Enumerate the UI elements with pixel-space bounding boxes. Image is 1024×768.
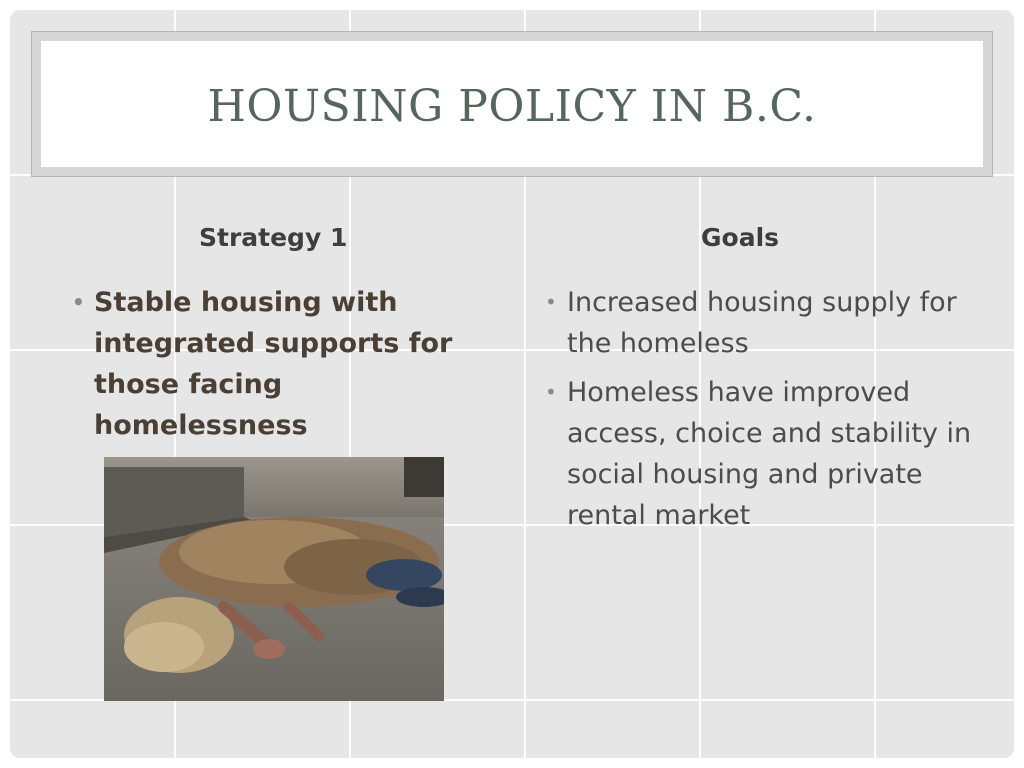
goals-bullet-list bbox=[543, 282, 988, 544]
goal-bullet-text: Increased housing supply for the homeless bbox=[567, 287, 957, 359]
strategy-heading: Strategy 1 bbox=[199, 223, 348, 252]
homeless-person-photo bbox=[104, 457, 444, 701]
bullet-dot-icon: • bbox=[545, 380, 557, 404]
slide bbox=[10, 10, 1014, 758]
title-frame bbox=[31, 31, 993, 177]
photo-illustration bbox=[104, 457, 444, 701]
slide-title: HOUSING POLICY IN B.C. bbox=[207, 80, 817, 132]
title-box bbox=[41, 41, 983, 167]
goal-bullet bbox=[543, 282, 988, 364]
bullet-dot-icon: • bbox=[545, 290, 557, 314]
goals-heading: Goals bbox=[701, 223, 780, 252]
bullet-dot-icon: • bbox=[72, 290, 85, 314]
goal-bullet-text: Homeless have improved access, choice and stability in social housing and private rental market bbox=[567, 377, 972, 531]
strategy-bullet-text: Stable housing with integrated supports for those facing homelessness bbox=[94, 287, 453, 441]
strategy-bullet-list bbox=[70, 282, 480, 446]
strategy-bullet bbox=[70, 282, 480, 446]
goal-bullet bbox=[543, 372, 988, 536]
